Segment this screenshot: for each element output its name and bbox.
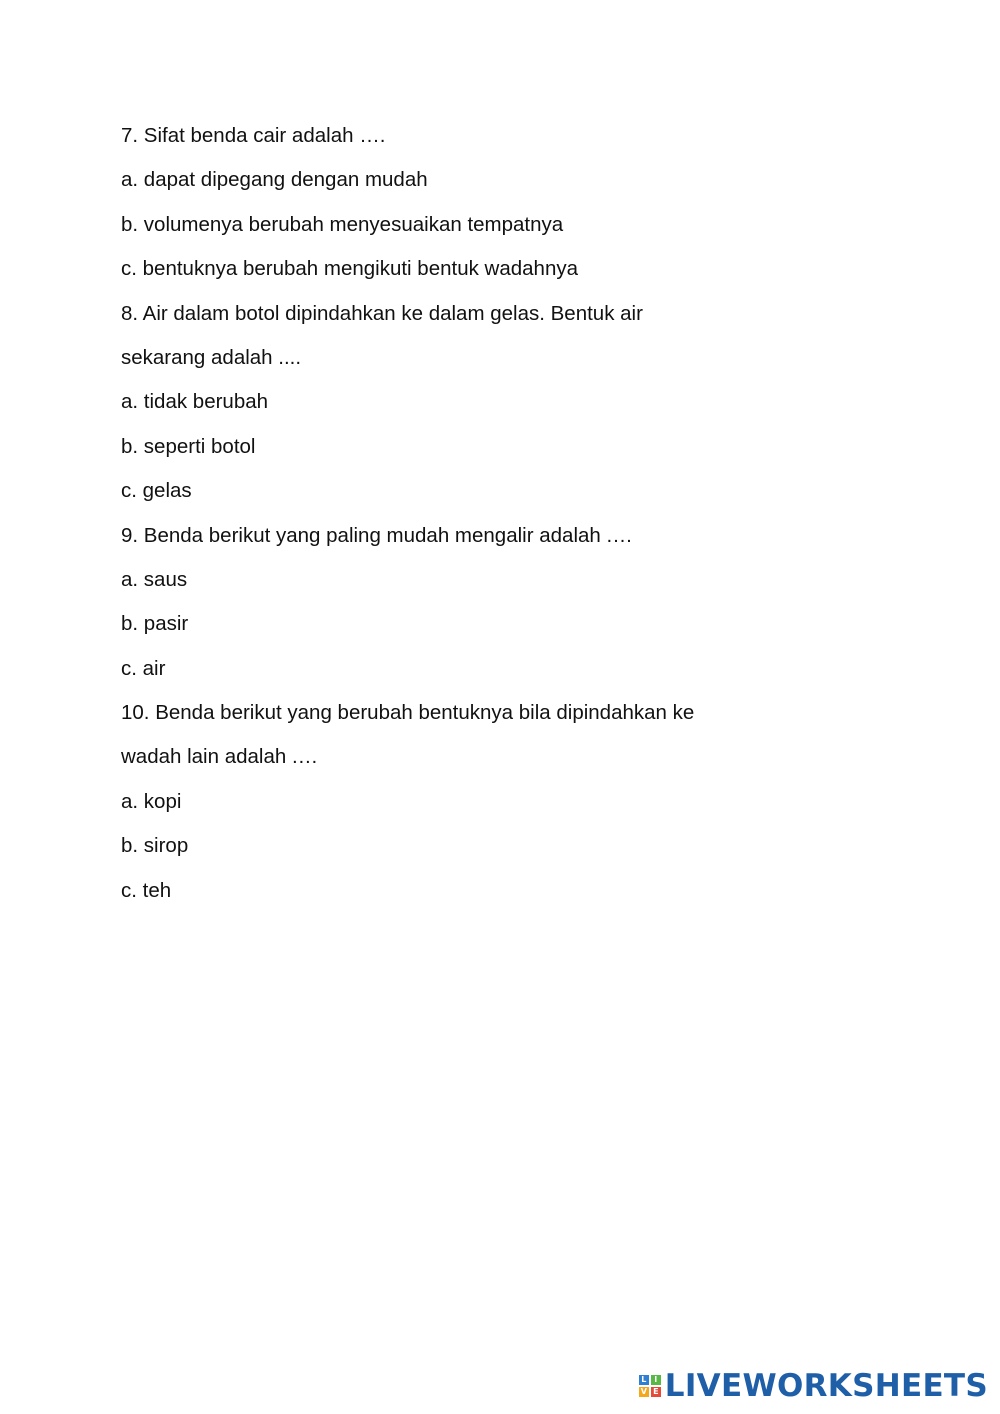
logo-letter-e: E xyxy=(651,1387,661,1397)
liveworksheets-logo-text: LIVEWORKSHEETS xyxy=(664,1367,988,1404)
question-7-option-c: c. bentuknya berubah mengikuti bentuk wadahnya xyxy=(121,257,579,281)
question-10-option-c: c. teh xyxy=(121,878,172,902)
question-9-option-b: b. pasir xyxy=(121,612,189,636)
logo-letter-l: L xyxy=(639,1375,649,1385)
question-10-option-b: b. sirop xyxy=(121,834,189,858)
question-10: 10. Benda berikut yang berubah bentuknya bila dipindahkan ke xyxy=(121,701,695,725)
question-list xyxy=(121,118,881,917)
question-9-option-c: c. air xyxy=(121,656,166,680)
logo-letter-v: V xyxy=(640,1387,647,1396)
question-9-option-a: a. saus xyxy=(121,567,188,591)
question-8-option-b: b. seperti botol xyxy=(121,434,256,458)
question-10-continued: wadah lain adalah .… xyxy=(121,745,319,769)
question-7-option-b: b. volumenya berubah menyesuaikan tempatnya xyxy=(121,212,564,236)
question-10-option-a: a. kopi xyxy=(121,789,182,813)
question-8: 8. Air dalam botol dipindahkan ke dalam gelas. Bentuk air xyxy=(121,301,643,325)
question-9: 9. Benda berikut yang paling mudah mengalir adalah .… xyxy=(121,523,633,547)
liveworksheets-logo-icon xyxy=(639,1375,661,1397)
question-8-option-a: a. tidak berubah xyxy=(121,390,269,414)
question-8-option-c: c. gelas xyxy=(121,479,192,503)
liveworksheets-logo xyxy=(639,1366,988,1406)
question-8-continued: sekarang adalah .... xyxy=(121,345,302,369)
logo-letter-i: I xyxy=(651,1375,661,1385)
question-7: 7. Sifat benda cair adalah …. xyxy=(121,124,386,147)
question-7-option-a: a. dapat dipegang dengan mudah xyxy=(121,168,428,192)
